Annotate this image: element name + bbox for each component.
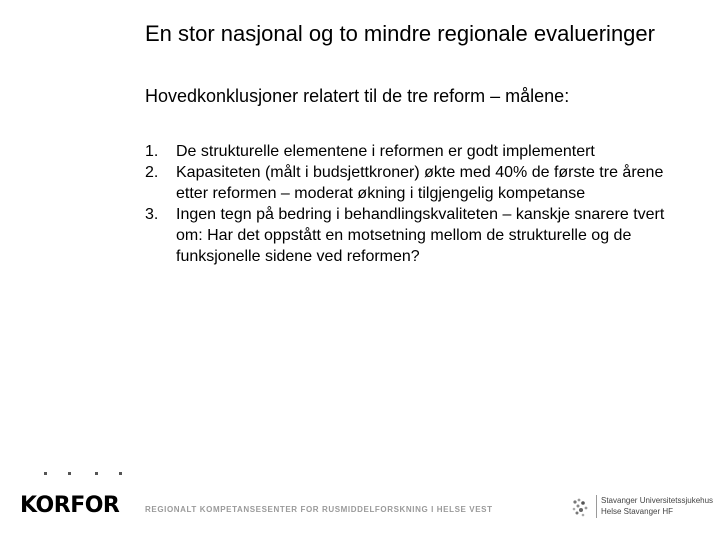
- partner-subname: Helse Stavanger HF: [601, 507, 674, 516]
- list-item: [145, 204, 665, 267]
- list-item-text: De strukturelle elementene i reformen er godt implementert: [176, 143, 595, 160]
- korfor-logo: KORFOR: [20, 493, 120, 518]
- slide-title: En stor nasjonal og to mindre regionale evalueringer: [145, 21, 655, 46]
- partner-name: Stavanger Universitetssjukehus: [601, 496, 714, 505]
- dot: [95, 472, 98, 475]
- partner-logo: [570, 494, 714, 520]
- hospital-mark-icon: [570, 496, 592, 518]
- list-item-number: 1.: [145, 143, 159, 160]
- slide-subtitle: Hovedkonklusjoner relatert til de tre reform – målene:: [145, 86, 570, 106]
- list-item: [145, 162, 665, 204]
- list-item: [145, 141, 665, 162]
- partner-divider: [596, 495, 597, 518]
- footer-tagline: REGIONALT KOMPETANSESENTER FOR RUSMIDDELFORSKNING I HELSE VEST: [145, 505, 493, 514]
- dot: [119, 472, 122, 475]
- list-item-number: 3.: [145, 206, 159, 223]
- list-item-number: 2.: [145, 164, 159, 181]
- list-item-text: Ingen tegn på bedring i behandlingskvaliteten – kanskje snarere tvert om: Har det oppstått en motsetning mellom de strukturelle og de funksjonelle sidene ved reformen?: [176, 206, 665, 265]
- list-item-text: Kapasiteten (målt i budsjettkroner) økte med 40% de første tre årene etter reformen – moderat økning i tilgjengelig kompetanse: [176, 164, 664, 202]
- conclusion-list: [145, 141, 665, 267]
- decorative-dots: [44, 472, 134, 478]
- dot: [68, 472, 71, 475]
- dot: [44, 472, 47, 475]
